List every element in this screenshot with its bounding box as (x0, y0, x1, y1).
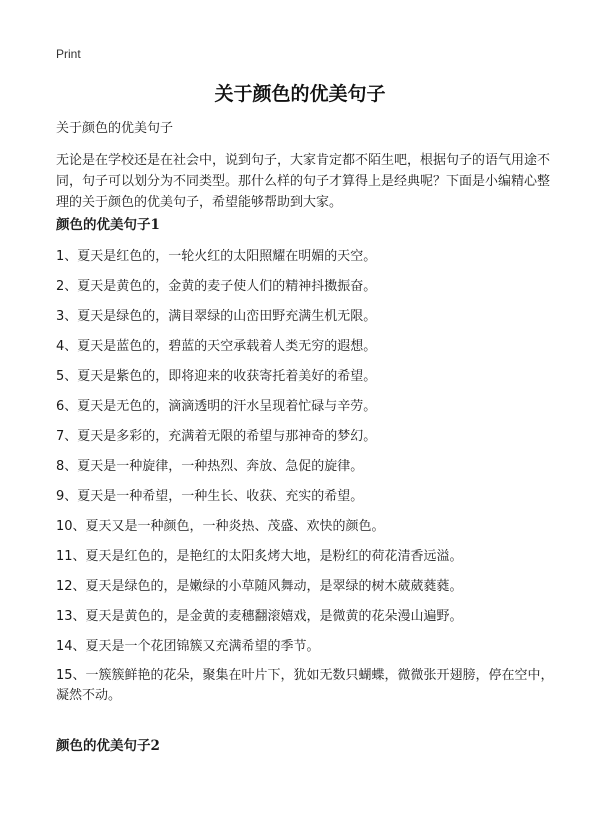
list-item: 4、夏天是蓝色的，碧蓝的天空承载着人类无穷的遐想。 (56, 339, 377, 354)
list-item: 11、夏天是红色的，是艳红的太阳炙烤大地，是粉红的荷花清香远溢。 (56, 549, 463, 564)
list-item: 5、夏天是紫色的，即将迎来的收获寄托着美好的希望。 (56, 369, 377, 384)
list-item: 6、夏天是无色的，滴滴透明的汗水呈现着忙碌与辛劳。 (56, 399, 377, 414)
list-item: 14、夏天是一个花团锦簇又充满希望的季节。 (56, 639, 320, 654)
document-subtitle: 关于颜色的优美句子 (56, 121, 174, 136)
sentence-list (56, 248, 556, 706)
list-item: 8、夏天是一种旋律，一种热烈、奔放、急促的旋律。 (56, 459, 364, 474)
list-item: 2、夏天是黄色的，金黄的麦子使人们的精神抖擞振奋。 (56, 279, 377, 294)
list-item: 1、夏天是红色的，一轮火红的太阳照耀在明媚的天空。 (56, 249, 377, 264)
intro-paragraph: 无论是在学校还是在社会中，说到句子，大家肯定都不陌生吧，根据句子的语气用途不同，句子可以划分为不同类型。那什么样的句子才算得上是经典呢？下面是小编精心整理的关于颜色的优美句子，希望能够帮助到大家。 (56, 153, 551, 210)
list-item: 13、夏天是黄色的，是金黄的麦穗翻滚嬉戏，是微黄的花朵漫山遍野。 (56, 609, 463, 624)
section-heading-2: 颜色的优美句子2 (56, 738, 160, 754)
list-item: 15、一簇簇鲜艳的花朵，聚集在叶片下，犹如无数只蝴蝶，微微张开翅膀，停在空中，凝然不动。 (56, 668, 554, 703)
section-heading-1: 颜色的优美句子1 (56, 217, 160, 233)
page-title: 关于颜色的优美句子 (214, 83, 386, 105)
list-item: 7、夏天是多彩的，充满着无限的希望与那神奇的梦幻。 (56, 429, 377, 444)
list-item: 12、夏天是绿色的，是嫩绿的小草随风舞动，是翠绿的树木葳葳蕤蕤。 (56, 579, 463, 594)
list-item: 9、夏天是一种希望，一种生长、收获、充实的希望。 (56, 489, 364, 504)
print-link[interactable]: Print (56, 47, 81, 61)
list-item: 3、夏天是绿色的，满目翠绿的山峦田野充满生机无限。 (56, 309, 377, 324)
list-item: 10、夏天又是一种颜色，一种炎热、茂盛、欢快的颜色。 (56, 519, 385, 534)
